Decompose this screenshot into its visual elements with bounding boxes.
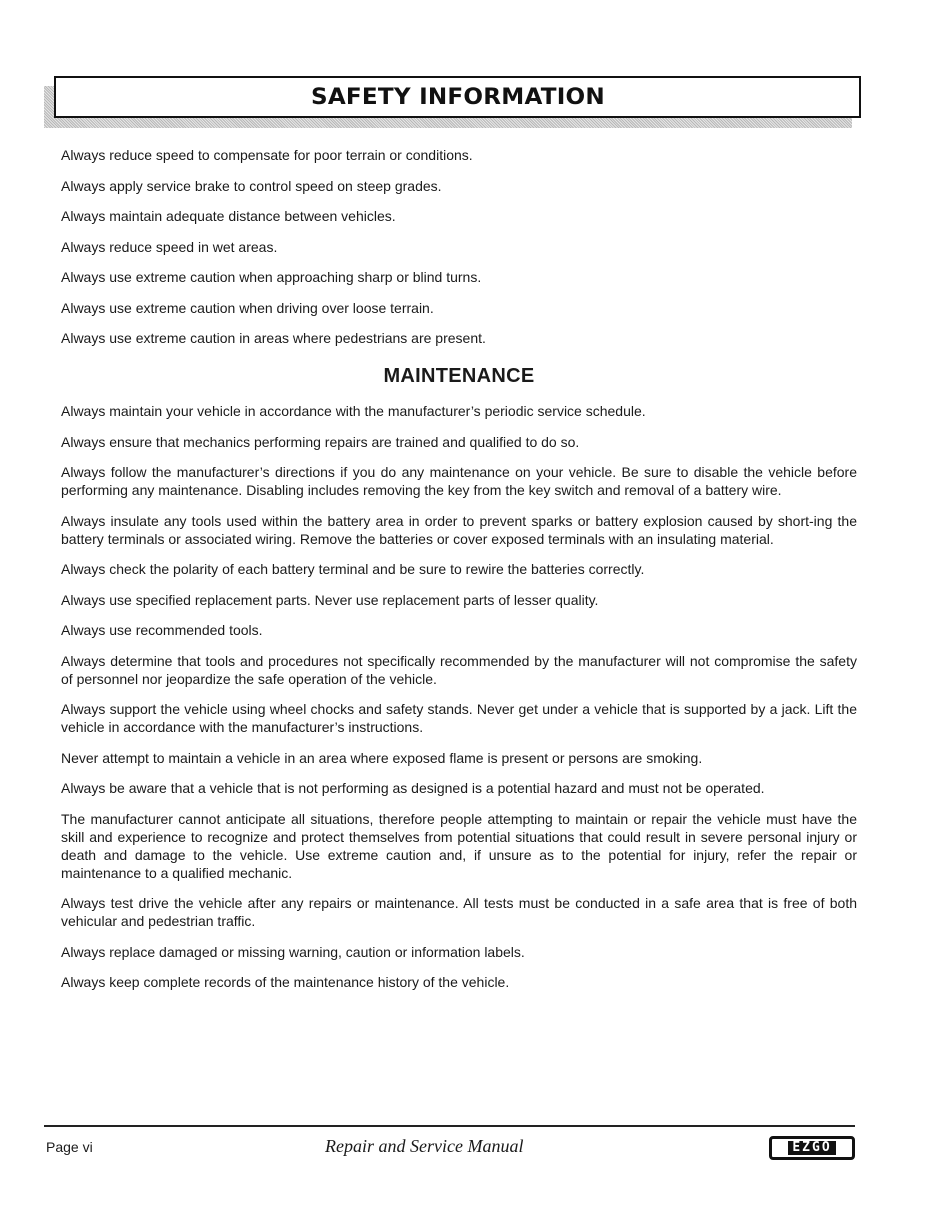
ezgo-logo-icon [769,1136,855,1160]
intro-item: Always use extreme caution when driving over loose terrain. [61,299,434,316]
logo-text: EZGO [788,1141,835,1155]
document-body [61,146,857,1004]
maintenance-item: Always insulate any tools used within the battery area in order to prevent sparks or battery explosion caused by short-ing the battery terminals or associated wiring. Remove the batteries or cover exposed terminals with an insulating material. [61,512,857,547]
manual-title: Repair and Service Manual [325,1136,524,1156]
maintenance-item: Never attempt to maintain a vehicle in an area where exposed flame is present or persons are smoking. [61,749,703,766]
page-title: SAFETY INFORMATION [310,84,605,110]
maintenance-item: Always be aware that a vehicle that is not performing as designed is a potential hazard and must not be operated. [61,780,765,796]
maintenance-heading: MAINTENANCE [383,365,535,387]
maintenance-item: Always maintain your vehicle in accordance with the manufacturer’s periodic service schedule. [61,403,646,419]
maintenance-item: The manufacturer cannot anticipate all situations, therefore people attempting to maintain or repair the vehicle must have the skill and experience to recognize and protect themselves from potential situations that could result in severe personal injury or death and damage to the vehicle. Use extreme caution and, if unsure as to the potential for injury, refer the repair or maintenance to a qualified mechanic. [61,810,857,881]
maintenance-item: Always test drive the vehicle after any repairs or maintenance. All tests must be conducted in a safe area that is free of both vehicular and pedestrian traffic. [61,895,857,929]
intro-item: Always use extreme caution when approaching sharp or blind turns. [61,269,482,285]
maintenance-item: Always check the polarity of each battery terminal and be sure to rewire the batteries correctly. [61,561,645,577]
intro-item: Always apply service brake to control speed on steep grades. [61,177,442,194]
intro-item: Always reduce speed in wet areas. [61,238,278,255]
maintenance-item: Always follow the manufacturer’s directions if you do any maintenance on your vehicle. Be sure to disable the vehicle before performing any maintenance. Disabling includes removing the key from the key switch and removal of a battery wire. [61,464,857,498]
maintenance-item: Always ensure that mechanics performing repairs are trained and qualified to do so. [61,433,580,450]
maintenance-item: Always support the vehicle using wheel chocks and safety stands. Never get under a vehicle that is supported by a jack. Lift the vehicle in accordance with the manufacturer’s instructions. [61,701,857,735]
maintenance-item: Always use recommended tools. [61,622,263,638]
maintenance-item: Always use specified replacement parts. Never use replacement parts of lesser quality. [61,591,599,608]
maintenance-item: Always keep complete records of the maintenance history of the vehicle. [61,974,510,990]
intro-item: Always reduce speed to compensate for poor terrain or conditions. [61,147,473,163]
maintenance-item: Always replace damaged or missing warning, caution or information labels. [61,943,525,960]
intro-item: Always use extreme caution in areas where pedestrians are present. [61,330,486,346]
section-header [46,76,861,126]
header-box [54,76,861,118]
page-number: Page vi [46,1139,93,1155]
maintenance-item: Always determine that tools and procedures not specifically recommended by the manufacturer will not compromise the safety of personnel nor jeopardize the safe operation of the vehicle. [61,652,857,687]
footer-divider [44,1125,855,1127]
intro-item: Always maintain adequate distance between vehicles. [61,208,396,224]
